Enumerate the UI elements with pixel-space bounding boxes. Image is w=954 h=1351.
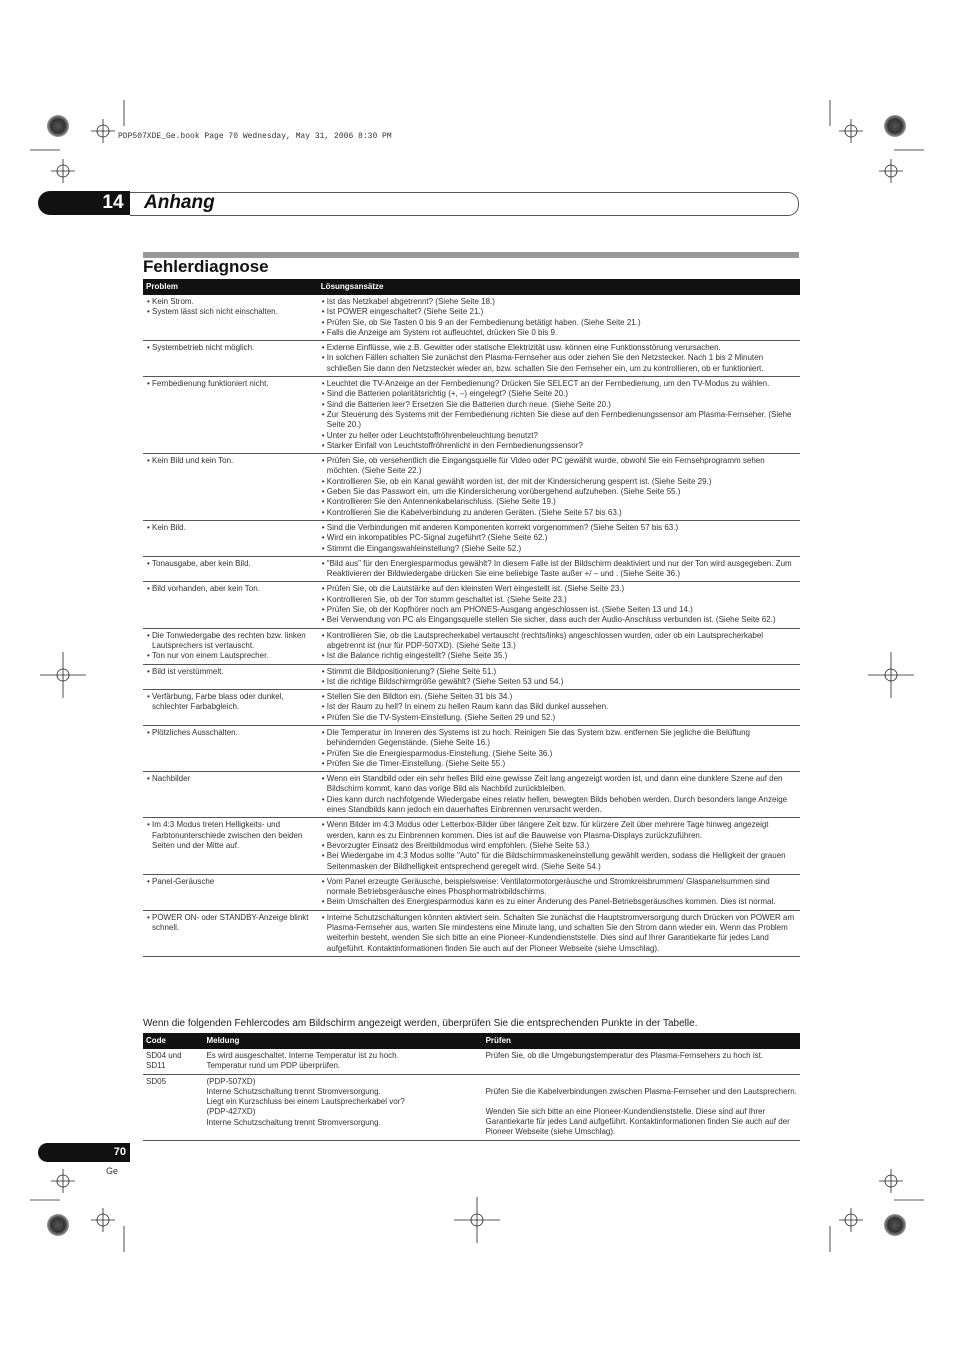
problem-cell (143, 772, 318, 818)
solution-item: • Sind die Batterien polaritätsrichtig (+, –) eingelegt? (Siehe Seite 20.) (321, 389, 798, 399)
table-row (143, 377, 800, 454)
column-header-problem: Problem (143, 279, 318, 295)
solution-cell (318, 690, 800, 726)
solution-item: • Unter zu heller oder Leuchtstoffröhrenbeleuchtung benutzt? (321, 431, 798, 441)
check-cell-line: Prüfen Sie, ob die Umgebungstemperatur des Plasma-Fernsehers zu hoch ist. (485, 1051, 764, 1060)
problem-item: • Kein Strom. (146, 297, 316, 307)
message-cell-line: Es wird ausgeschaltet. Interne Temperatur ist zu hoch. (206, 1051, 399, 1060)
problem-cell (143, 818, 318, 874)
column-header-code: Code (143, 1033, 203, 1049)
solution-item: • In solchen Fällen schalten Sie zunächst den Plasma-Fernseher aus oder ziehen Sie den Netzstecker. Nach 1 bis 2 Minuten schließen Sie dann den Netzstecker wieder an, bzw. schalten Sie den Fernseher ein, um zu kontrollieren, ob er funktioniert. (321, 353, 798, 374)
solution-item: • Prüfen Sie, ob versehentlich die Eingangsquelle für Video oder PC gewählt wurde, obwohl Sie ein Fernsehprogramm sehen möchten. (Siehe Seite 22.) (321, 456, 798, 477)
problem-item: • Nachbilder (146, 774, 316, 784)
problem-cell (143, 690, 318, 726)
solution-item: • Bei Wiedergabe im 4:3 Modus sollte "Auto" für die Bildschirmmaskeneinstellung gewählt werden, sodass die Helligkeit der grauen Seitenmasken der Bildhelligkeit entsprechend geregelt wird. (Siehe Seite 54.) (321, 851, 798, 872)
problem-item: • Tonausgabe, aber kein Bild. (146, 559, 316, 569)
table-row (143, 664, 800, 690)
registration-mark-icon (51, 1169, 75, 1193)
table-row (143, 628, 800, 664)
table-row (143, 454, 800, 521)
solution-item: • Wenn Bilder im 4:3 Modus oder Letterbox-Bilder über längere Zeit bzw. für kürzere Zeit über mehrere Tage hinweg angezeigt werden, kann es zu Einbrennen kommen. Dies ist auf die Bauweise von Plasma-Displays zurückzuführen. (321, 820, 798, 841)
print-slug: PDP507XDE_Ge.book Page 70 Wednesday, May 31, 2006 8:30 PM (118, 132, 392, 141)
solution-cell (318, 664, 800, 690)
table-row (143, 520, 800, 556)
check-cell-line (486, 1097, 798, 1107)
solution-item: • "Bild aus" für den Energiesparmodus gewählt? In diesem Falle ist der Bildschirm deaktiviert und nur der Ton wird ausgegeben. Zum Reaktivieren der Bildwiedergabe drücken Sie eine beliebige Taste außer +/ – und . (Siehe Seite 36.) (321, 559, 798, 580)
table-row (143, 556, 800, 582)
problem-item: • Fernbedienung funktioniert nicht. (146, 379, 316, 389)
problem-item: • Kein Bild und kein Ton. (146, 456, 316, 466)
section-title: Fehlerdiagnose (143, 257, 269, 276)
solution-item: • Falls die Anzeige am System rot aufleuchtet, drücken Sie 0 bis 9. (321, 328, 798, 338)
solution-item: • Dies kann durch nachfolgende Wiedergabe eines relativ hellen, bewegten Bilds behoben werden. Durch besonders lange Anzeige eines Standbilds kann jedoch ein dauerhaftes Einbrennen verursacht werden. (321, 795, 798, 816)
problem-item: • POWER ON- oder STANDBY-Anzeige blinkt schnell. (146, 913, 316, 934)
table-row (143, 1049, 800, 1074)
troubleshooting-table (143, 279, 800, 957)
solution-cell (318, 341, 800, 377)
problem-cell (143, 520, 318, 556)
registration-mark-icon (40, 652, 86, 698)
registration-mark-icon (51, 159, 75, 183)
solution-item: • Leuchtet die TV-Anzeige an der Fernbedienung? Drücken Sie SELECT an der Fernbedienung, um den TV-Modus zu wählen. (321, 379, 798, 389)
problem-item: • Bild vorhanden, aber kein Ton. (146, 584, 316, 594)
message-cell-line: Temperatur rund um PDP überprüfen. (206, 1061, 341, 1071)
chapter-bar (130, 192, 799, 216)
table-row (143, 772, 800, 818)
code-cell (143, 1049, 203, 1074)
solution-item: • Beim Umschalten des Energiesparmodus kann es zu einer Änderung des Panel-Betriebsgeräusches kommen. Dies ist normal. (321, 897, 798, 907)
message-cell-line: Liegt ein Kurzschluss bei einem Lautsprecherkabel vor? (206, 1097, 405, 1107)
column-header-message: Meldung (203, 1033, 482, 1049)
problem-item: • System lässt sich nicht einschalten. (146, 307, 316, 317)
message-cell (203, 1049, 482, 1074)
table-row (143, 690, 800, 726)
solution-item: • Ist der Raum zu hell? In einem zu hellen Raum kann das Bild dunkel aussehen. (321, 702, 798, 712)
registration-mark-icon (91, 1208, 115, 1232)
problem-item: • Systembetrieb nicht möglich. (146, 343, 316, 353)
solution-item: • Geben Sie das Passwort ein, um die Kindersicherung vorübergehend aufzuheben. (Siehe Seite 55.) (321, 487, 798, 497)
solution-cell (318, 818, 800, 874)
solution-item: • Prüfen Sie, ob Sie Tasten 0 bis 9 an der Fernbedienung betätigt haben. (Siehe Seite 21.) (321, 318, 798, 328)
problem-cell (143, 454, 318, 521)
solution-item: • Wenn ein Standbild oder ein sehr helles Bild eine gewisse Zeit lang angezeigt worden ist, und dann eine dunklere Szene auf den Bildschirm kommt, kann das vorige Bild als Nachbild zurückbleiben. (321, 774, 798, 795)
solution-cell (318, 377, 800, 454)
registration-mark-icon (868, 652, 914, 698)
solution-cell (318, 725, 800, 771)
registration-mark-icon (839, 119, 863, 143)
solution-item: • Bei Verwendung von PC als Eingangsquelle stellen Sie sicher, dass auch der Audio-Anschluss verbunden ist. (Siehe Seite 62.) (321, 615, 798, 625)
solution-item: • Interne Schutzschaltungen könnten aktiviert sein. Schalten Sie zunächst die Hauptstromversorgung durch Drücken von POWER am Plasma-Fernseher aus, warten Sie mindestens eine Minute lang, und schalten Sie den Strom dann wieder ein. Wenn das Problem weiterhin besteht, wenden Sie sich bitte an eine Pioneer-Kundendienststelle. Dies sind auf Ihrer Garantiekarte für jedes Land aufgeführt. Kontaktinformationen finden Sie auch auf der Pioneer Webseite (siehe Umschlag). (321, 913, 798, 954)
solution-item: • Ist das Netzkabel abgetrennt? (Siehe Seite 18.) (321, 297, 798, 307)
problem-item: • Im 4:3 Modus treten Helligkeits- und Farbtonunterschiede zwischen den beiden Seiten und der Mitte auf. (146, 820, 316, 851)
problem-cell (143, 664, 318, 690)
code-cell-line: SD05 (146, 1076, 167, 1086)
problem-item: • Ton nur von einem Lautsprecher. (146, 651, 316, 661)
page-number: 70 (113, 1146, 126, 1158)
solution-cell (318, 295, 800, 341)
solution-item: • Prüfen Sie, ob die Lautstärke auf den kleinsten Wert eingestellt ist. (Siehe Seite 23.) (321, 584, 798, 594)
solution-item: • Kontrollieren Sie, ob die Lautsprecherkabel vertauscht (rechts/links) angeschlossen wurden, oder ob ein Lautsprecherkabel abgetrennt ist (nur für PDP-507XD). (Siehe Seite 13.) (321, 631, 798, 652)
table-row (143, 818, 800, 874)
chapter-number: 14 (102, 192, 124, 213)
solution-item: • Kontrollieren Sie die Kabelverbindung zu anderen Geräten. (Siehe Seite 57 bis 63.) (321, 508, 798, 518)
registration-mark-icon (91, 119, 115, 143)
problem-cell (143, 628, 318, 664)
solution-item: • Kontrollieren Sie den Antennenkabelanschluss. (Siehe Seite 19.) (321, 497, 798, 507)
solution-item: • Die Temperatur im Inneren des Systems ist zu hoch. Reinigen Sie das System bzw. entfernen Sie jegliche die Belüftung behindernden Gegenstände. (Siehe Seite 16.) (321, 728, 798, 749)
table-row (143, 1074, 800, 1140)
message-cell-line: (PDP-507XD) (206, 1076, 256, 1086)
solution-item: • Prüfen Sie, ob der Kopfhörer noch am PHONES-Ausgang angeschlossen ist. (Siehe Seiten 13 und 14.) (321, 605, 798, 615)
error-codes-table (143, 1033, 800, 1141)
registration-mark-icon (879, 159, 903, 183)
chapter-title: Anhang (144, 192, 215, 213)
check-cell-line: Prüfen Sie die Kabelverbindungen zwischen Plasma-Fernseher und den Lautsprechern. (485, 1086, 797, 1096)
check-cell-line (486, 1077, 798, 1087)
solution-item: • Ist die Balance richtig eingestellt? (Siehe Seite 35.) (321, 651, 798, 661)
solution-item: • Prüfen Sie die Energiesparmodus-Einstellung. (Siehe Seite 36.) (321, 749, 798, 759)
problem-item: • Kein Bild. (146, 523, 316, 533)
problem-cell (143, 874, 318, 910)
problem-item: • Die Tonwiedergabe des rechten bzw. linken Lautsprechers ist vertauscht. (146, 631, 316, 652)
solution-cell (318, 454, 800, 521)
solution-item: • Externe Einflüsse, wie z.B. Gewitter oder statische Elektrizität usw. können eine Funktionsstörung verursachen. (321, 343, 798, 353)
table-row (143, 341, 800, 377)
code-cell-line: SD04 und (146, 1051, 182, 1060)
problem-item: • Plötzliches Ausschalten. (146, 728, 316, 738)
problem-cell (143, 725, 318, 771)
solution-item: • Wird ein inkompatibles PC-Signal zugeführt? (Siehe Seite 62.) (321, 533, 798, 543)
problem-cell (143, 556, 318, 582)
message-cell-line: Interne Schutzschaltung trennt Stromversorgung. (206, 1086, 381, 1096)
solution-item: • Vom Panel erzeugte Geräusche, beispielsweise: Ventilatormotorgeräusche und Stromkreisbrummen/ Glaspanelsummen sind normale Betriebsgeräusche eines Phosphormatrixbildschirms. (321, 877, 798, 898)
solution-cell (318, 556, 800, 582)
solution-item: • Stellen Sie den Bildton ein. (Siehe Seiten 31 bis 34.) (321, 692, 798, 702)
error-codes-intro: Wenn die folgenden Fehlercodes am Bildschirm angezeigt werden, überprüfen Sie die entsprechenden Punkte in der Tabelle. (143, 1018, 698, 1029)
solution-item: • Sind die Verbindungen mit anderen Komponenten korrekt vorgenommen? (Siehe Seiten 57 bis 63.) (321, 523, 798, 533)
registration-mark-icon (879, 1169, 903, 1193)
column-header-solution: Lösungsansätze (318, 279, 800, 295)
table-row (143, 582, 800, 628)
problem-item: • Panel-Geräusche (146, 877, 316, 887)
solution-item: • Kontrollieren Sie, ob ein Kanal gewählt worden ist, der mit der Kindersicherung gesperrt ist. (Siehe Seite 29.) (321, 477, 798, 487)
solution-item: • Stimmt die Eingangswahleinstellung? (Siehe Seite 52.) (321, 544, 798, 554)
solution-item: • Prüfen Sie die Timer-Einstellung. (Siehe Seite 55.) (321, 759, 798, 769)
solution-cell (318, 520, 800, 556)
solution-cell (318, 910, 800, 956)
table-row (143, 910, 800, 956)
check-cell-line: Wenden Sie sich bitte an eine Pioneer-Kundendienststelle. Diese sind auf Ihrer Garantiekarte für jedes Land aufgeführt. Kontaktinformationen finden Sie auch auf der Pioneer Webseite (siehe Umschlag). (485, 1106, 790, 1137)
solution-cell (318, 628, 800, 664)
solution-item: • Zur Steuerung des Systems mit der Fernbedienung richten Sie diese auf den Fernbedienungssensor am Plasma-Fernseher. (Siehe Seite 20.) (321, 410, 798, 431)
check-cell (483, 1049, 800, 1074)
solution-item: • Ist die richtige Bildschirmgröße gewählt? (Siehe Seiten 53 und 54.) (321, 677, 798, 687)
solution-cell (318, 582, 800, 628)
solution-item: • Stimmt die Bildpositionierung? (Siehe Seite 51.) (321, 667, 798, 677)
page-language: Ge (106, 1166, 119, 1176)
solution-item: • Bevorzugter Einsatz des Breitbildmodus wird empfohlen. (Siehe Seite 53.) (321, 841, 798, 851)
table-row (143, 295, 800, 341)
check-cell (483, 1074, 800, 1140)
solution-item: • Sind die Batterien leer? Ersetzen Sie die Batterien durch neue. (Siehe Seite 20.) (321, 400, 798, 410)
solution-item: • Ist POWER eingeschaltet? (Siehe Seite 21.) (321, 307, 798, 317)
code-cell-line: SD11 (146, 1061, 166, 1071)
problem-cell (143, 295, 318, 341)
message-cell-line: Interne Schutzschaltung trennt Stromversorgung. (206, 1117, 381, 1127)
column-header-check: Prüfen (483, 1033, 800, 1049)
message-cell (203, 1074, 482, 1140)
problem-cell (143, 377, 318, 454)
solution-item: • Kontrollieren Sie, ob der Ton stumm geschaltet ist. (Siehe Seite 23.) (321, 595, 798, 605)
code-cell (143, 1074, 203, 1140)
solution-cell (318, 874, 800, 910)
problem-cell (143, 582, 318, 628)
problem-cell (143, 910, 318, 956)
solution-item: • Prüfen Sie die TV-System-Einstellung. (Siehe Seiten 29 und 52.) (321, 713, 798, 723)
table-row (143, 725, 800, 771)
table-row (143, 874, 800, 910)
message-cell-line: (PDP-427XD) (206, 1107, 256, 1117)
solution-item: • Starker Einfall von Leuchtstoffröhrenlicht in den Fernbedienungssensor? (321, 441, 798, 451)
solution-cell (318, 772, 800, 818)
problem-item: • Verfärbung, Farbe blass oder dunkel, schlechter Farbabgleich. (146, 692, 316, 713)
problem-cell (143, 341, 318, 377)
registration-mark-icon (454, 1197, 500, 1243)
registration-mark-icon (839, 1208, 863, 1232)
problem-item: • Bild ist verstümmelt. (146, 667, 316, 677)
